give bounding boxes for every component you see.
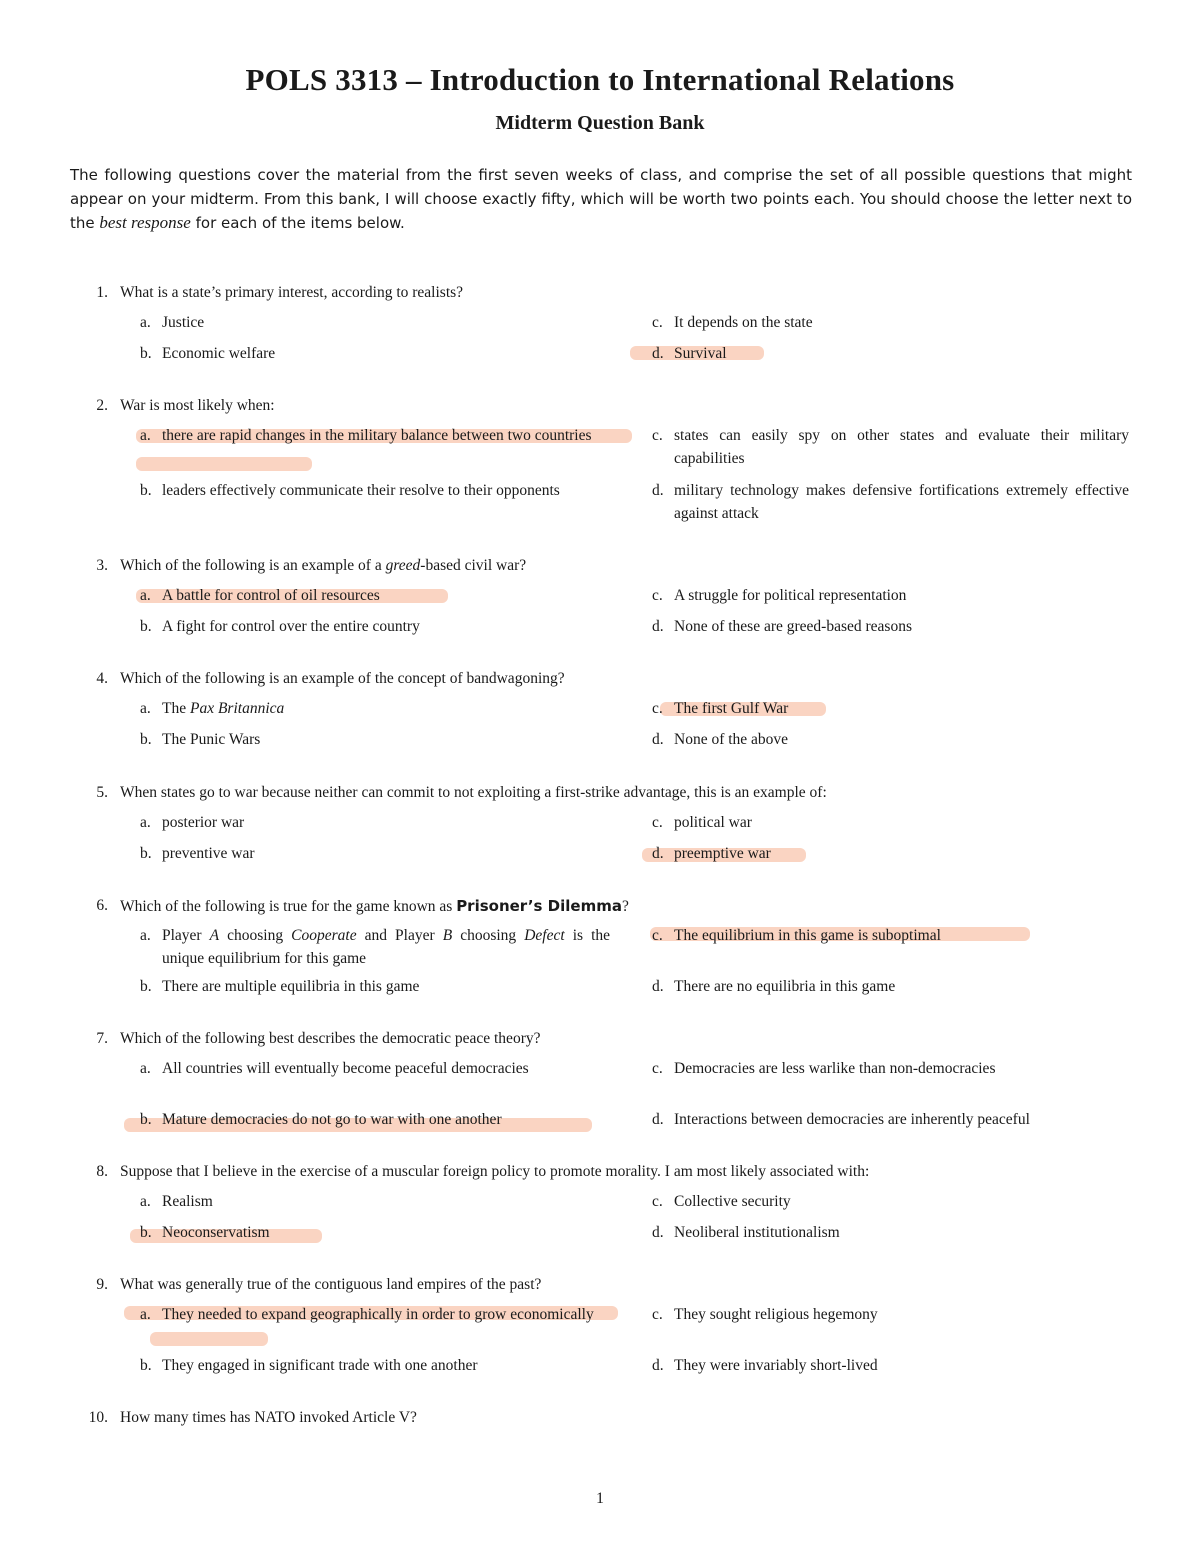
question-number: 5. [96, 784, 108, 801]
question-text: Which of the following is an example of a greed-based civil war? [120, 557, 527, 574]
option-b: b. They engaged in significant trade with one another [140, 1357, 478, 1374]
option-b: b. preventive war [140, 845, 255, 862]
question-number: 9. [96, 1276, 108, 1293]
option-a: a. posterior war [140, 814, 245, 831]
question-number: 1. [96, 284, 108, 301]
option-d: d. Interactions between democracies are inherently peaceful [652, 1111, 1030, 1128]
option-c: c. The equilibrium in this game is suboptimal [652, 927, 941, 944]
question-text: When states go to war because neither can commit to not exploiting a first-strike advantage, this is an example of: [120, 784, 827, 801]
intro-text: The following questions cover the material from the first seven weeks of class, and comprise the set of all possible questions that might appear on your midterm. From this bank, I will choose exactly fifty, which will be worth two points each. You should choose the letter next to the [70, 166, 1132, 232]
option-d: d. They were invariably short-lived [652, 1357, 878, 1374]
option-d: d. None of the above [652, 731, 789, 748]
intro-paragraph [70, 163, 1132, 235]
answer-highlight [136, 457, 312, 471]
option-a: a. there are rapid changes in the military balance between two countries [140, 427, 592, 444]
option-a: a. The Pax Britannica [140, 700, 285, 717]
question-text: War is most likely when: [120, 397, 275, 414]
option-d: d. military technology makes defensive fortifications extremely effective against attack [652, 482, 1129, 522]
question-text: What was generally true of the contiguous land empires of the past? [120, 1276, 542, 1293]
question-number: 8. [96, 1163, 108, 1180]
option-b: b. A fight for control over the entire country [140, 618, 420, 635]
option-c: c. The first Gulf War [652, 700, 789, 717]
option-d: d. There are no equilibria in this game [652, 978, 896, 995]
option-d: d. preemptive war [652, 845, 771, 862]
option-b: b. There are multiple equilibria in this game [140, 978, 420, 995]
page-title: POLS 3313 – Introduction to International Relations [245, 62, 955, 97]
option-c: c. It depends on the state [652, 314, 813, 331]
option-b: b. Neoconservatism [140, 1224, 270, 1241]
option-c: c. political war [652, 814, 752, 831]
question-text: How many times has NATO invoked Article V? [120, 1409, 417, 1426]
question-number: 2. [96, 397, 108, 414]
question-text: Suppose that I believe in the exercise of a muscular foreign policy to promote morality. I am most likely associated with: [120, 1163, 870, 1180]
option-c: c. Democracies are less warlike than non-democracies [652, 1060, 996, 1077]
intro-text-end: for each of the items below. [190, 214, 405, 232]
page-number: 1 [596, 1490, 604, 1507]
question-number: 6. [96, 897, 108, 914]
option-c: c. states can easily spy on other states and evaluate their military capabilities [652, 427, 1129, 467]
option-c: c. A struggle for political representation [652, 587, 907, 604]
option-d: d. None of these are greed-based reasons [652, 618, 912, 635]
option-a: a. Player A choosing Cooperate and Player B choosing Defect is the unique equilibrium for this game [140, 927, 611, 967]
question-number: 4. [96, 670, 108, 687]
option-b: b. The Punic Wars [140, 731, 261, 748]
option-a: a. They needed to expand geographically in order to grow economically [140, 1306, 594, 1323]
answer-highlight [150, 1332, 268, 1346]
question-number: 3. [96, 557, 108, 574]
question-text: Which of the following is true for the game known as Prisoner’s Dilemma? [120, 897, 629, 915]
intro-emphasis: best response [99, 213, 191, 232]
question-text: What is a state’s primary interest, according to realists? [120, 284, 464, 301]
option-a: a. All countries will eventually become peaceful democracies [140, 1060, 529, 1077]
option-d: d. Survival [652, 345, 727, 362]
option-a: a. Realism [140, 1193, 213, 1210]
option-a: a. A battle for control of oil resources [140, 587, 380, 604]
option-a: a. Justice [140, 314, 205, 331]
option-c: c. They sought religious hegemony [652, 1306, 878, 1323]
question-number: 10. [88, 1409, 108, 1426]
question-text: Which of the following is an example of the concept of bandwagoning? [120, 670, 565, 687]
option-b: b. Mature democracies do not go to war with one another [140, 1111, 502, 1128]
option-d: d. Neoliberal institutionalism [652, 1224, 840, 1241]
option-b: b. Economic welfare [140, 345, 276, 362]
option-b: b. leaders effectively communicate their resolve to their opponents [140, 482, 560, 499]
option-c: c. Collective security [652, 1193, 791, 1210]
page-subtitle: Midterm Question Bank [495, 112, 705, 134]
question-text: Which of the following best describes the democratic peace theory? [120, 1030, 541, 1047]
question-number: 7. [96, 1030, 108, 1047]
